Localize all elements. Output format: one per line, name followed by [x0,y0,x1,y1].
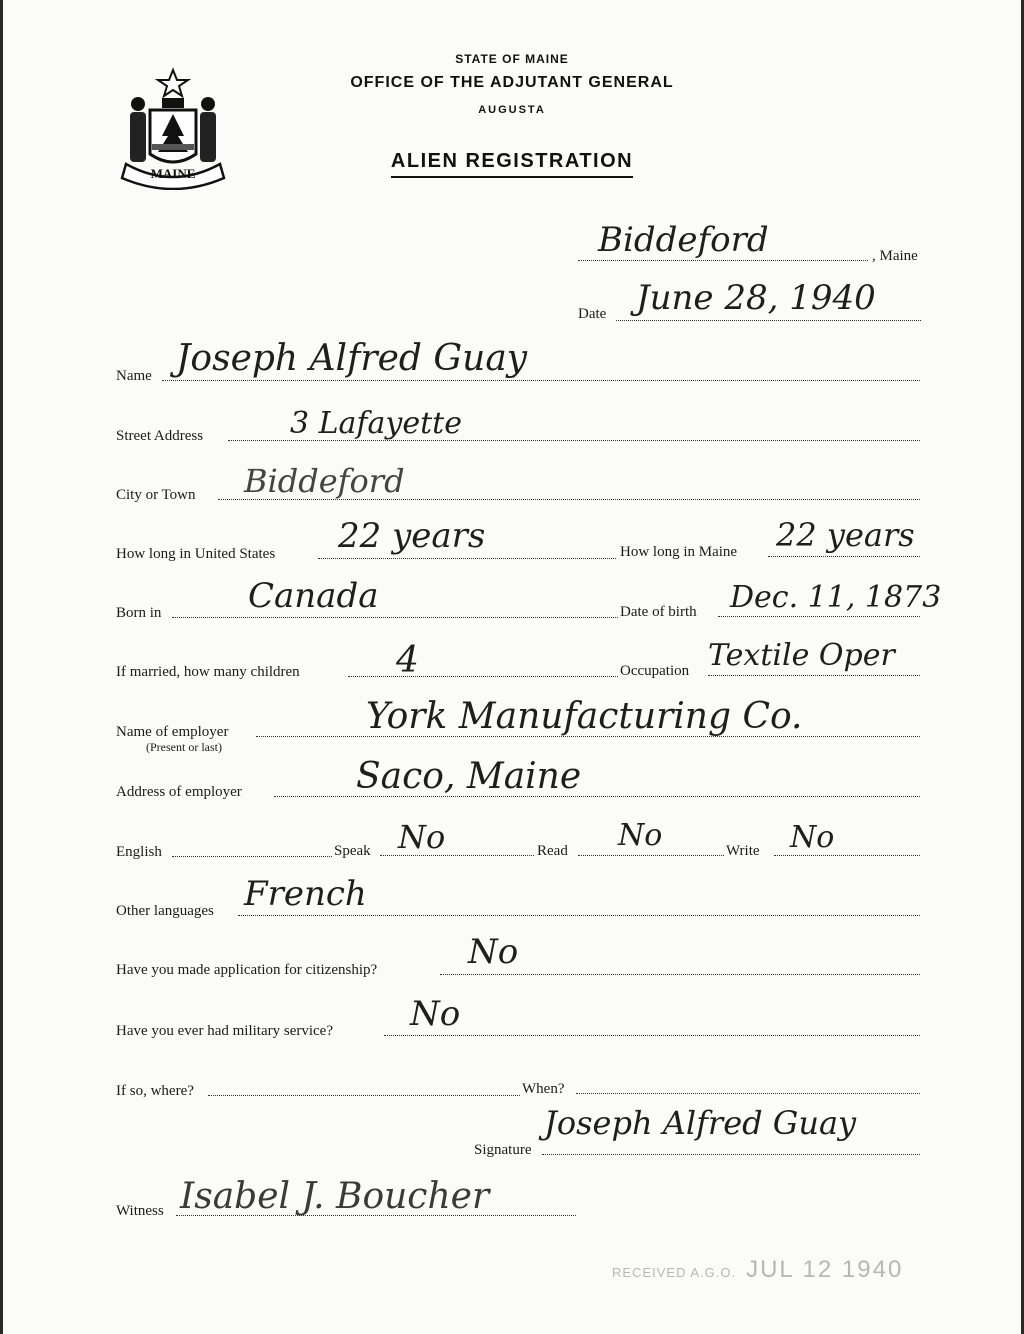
date-label: Date [578,306,607,322]
employer-value: York Manufacturing Co. [366,696,803,737]
signature-label: Signature [474,1142,532,1158]
citizenship-value: No [468,932,519,972]
name-line [162,380,920,381]
dob-label: Date of birth [620,604,697,620]
header-city: AUGUSTA [478,104,546,116]
employer-address-value: Saco, Maine [356,756,582,797]
other-languages-value: French [244,874,367,914]
signature-line [542,1154,920,1155]
form-title: ALIEN REGISTRATION [0,150,1024,173]
city-label: City or Town [116,487,196,503]
born-in-label: Born in [116,605,162,621]
name-value: Joseph Alfred Guay [176,338,528,379]
dob-value: Dec. 11, 1873 [730,580,942,615]
where-line [208,1095,520,1096]
occupation-line [708,675,920,676]
when-line [576,1093,920,1094]
header-state: STATE OF MAINE [455,52,569,66]
military-label: Have you ever had military service? [116,1023,333,1039]
stamp-received-text: RECEIVED A.G.O. [612,1265,737,1280]
date-value: June 28, 1940 [636,278,876,318]
witness-label: Witness [116,1203,164,1219]
street-label: Street Address [116,428,204,444]
write-label: Write [726,843,760,859]
born-in-value: Canada [248,576,379,616]
speak-label: Speak [334,843,371,859]
date-line [616,320,921,321]
received-stamp [612,1256,903,1284]
name-label: Name [116,368,152,384]
us-years-line [318,558,616,559]
maine-years-line [768,556,920,557]
header-office: OFFICE OF THE ADJUTANT GENERAL [350,74,674,91]
us-years-label: How long in United States [116,546,276,562]
stamp-date: JUL 12 1940 [746,1256,904,1283]
children-value: 4 [396,640,419,681]
read-value: No [618,818,663,853]
military-value: No [410,994,461,1034]
place-value: Biddeford [598,220,769,260]
occupation-value: Textile Oper [708,638,895,673]
employer-sublabel: (Present or last) [146,740,222,754]
employer-label: Name of employer [116,724,229,740]
children-line [348,676,618,677]
where-label: If so, where? [116,1083,194,1099]
read-label: Read [537,843,568,859]
speak-value: No [398,818,446,856]
when-label: When? [522,1081,565,1097]
read-line [578,855,724,856]
us-years-value: 22 years [338,516,486,556]
witness-value: Isabel J. Boucher [180,1176,490,1217]
employer-address-label: Address of employer [116,784,242,800]
signature-value: Joseph Alfred Guay [544,1104,857,1142]
citizenship-label: Have you made application for citizenship? [116,962,378,978]
write-line [774,855,920,856]
dob-line [718,616,920,617]
english-label: English [116,844,162,860]
maine-years-value: 22 years [776,516,915,554]
place-line [578,260,868,261]
svg-text:MAINE: MAINE [150,166,196,181]
city-value: Biddeford [244,462,405,500]
write-value: No [790,820,835,855]
street-value: 3 Lafayette [290,406,462,441]
children-label: If married, how many children [116,664,300,680]
military-line [384,1035,920,1036]
english-line [172,856,332,857]
other-languages-line [238,915,920,916]
citizenship-line [440,974,920,975]
born-in-line [172,617,618,618]
place-label: , Maine [872,248,918,264]
maine-years-label: How long in Maine [620,544,738,560]
occupation-label: Occupation [620,663,690,679]
other-languages-label: Other languages [116,903,214,919]
